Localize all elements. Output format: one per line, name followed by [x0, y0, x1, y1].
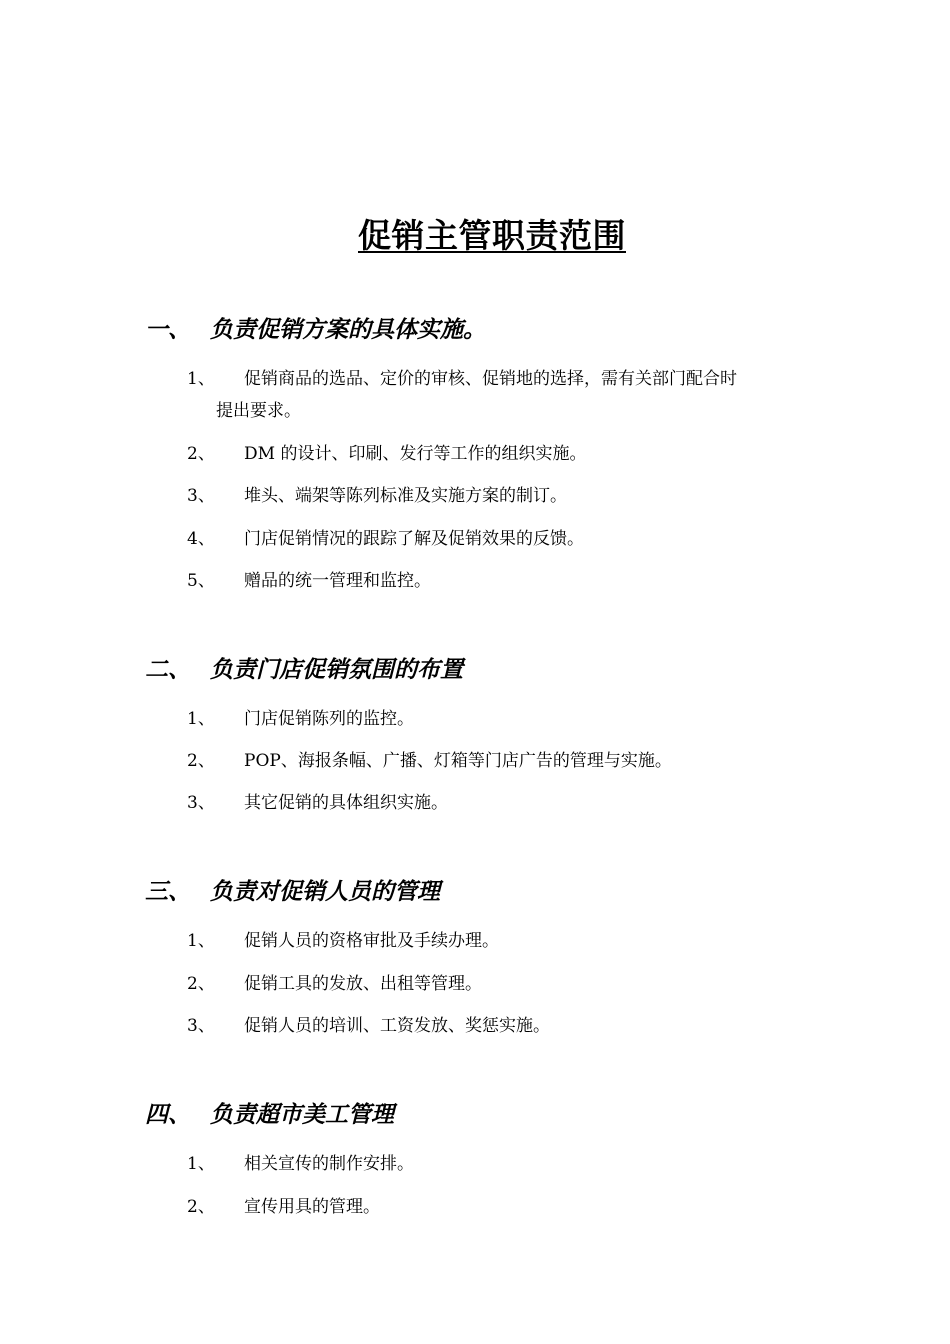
item-number: 3、 — [187, 793, 215, 813]
item-text: 促销人员的培训、工资发放、奖惩实施。 — [244, 1016, 550, 1036]
list-item — [187, 746, 672, 776]
item-number: 1、 — [187, 369, 215, 389]
section-heading-2 — [145, 655, 463, 685]
item-text: 相关宣传的制作安排。 — [244, 1154, 414, 1174]
list-item — [187, 566, 431, 596]
item-number: 5、 — [187, 571, 215, 591]
list-item — [187, 1011, 550, 1041]
document-title-text: 促销主管职责范围 — [358, 216, 626, 255]
section-title: 负责促销方案的具体实施。 — [210, 317, 486, 343]
item-text: 其它促销的具体组织实施。 — [244, 793, 448, 813]
list-item — [187, 1192, 380, 1222]
list-item — [187, 926, 499, 956]
item-number: 2、 — [187, 974, 215, 994]
item-number: 1、 — [187, 1154, 215, 1174]
list-item — [187, 788, 448, 818]
list-item — [187, 439, 586, 469]
section-title: 负责超市美工管理 — [210, 1102, 394, 1128]
item-number: 3、 — [187, 486, 215, 506]
list-item — [187, 1149, 414, 1179]
item-text: 赠品的统一管理和监控。 — [244, 571, 431, 591]
list-item — [187, 364, 737, 421]
item-text: 门店促销陈列的监控。 — [244, 709, 414, 729]
section-number: 四、 — [145, 1102, 191, 1128]
item-number: 4、 — [187, 529, 215, 549]
item-number: 2、 — [187, 444, 215, 464]
section-number: 三、 — [145, 879, 191, 905]
section-title: 负责对促销人员的管理 — [210, 879, 440, 905]
item-text: 宣传用具的管理。 — [244, 1197, 380, 1217]
item-number: 1、 — [187, 931, 215, 951]
document-title — [0, 214, 950, 258]
list-item — [187, 704, 414, 734]
section-number: 二、 — [145, 657, 191, 683]
list-item — [187, 524, 584, 554]
section-title: 负责门店促销氛围的布置 — [210, 657, 463, 683]
item-number: 3、 — [187, 1016, 215, 1036]
item-text: 堆头、端架等陈列标准及实施方案的制订。 — [244, 486, 567, 506]
section-number: 一、 — [145, 317, 191, 343]
item-text: 促销工具的发放、出租等管理。 — [244, 974, 482, 994]
item-text: 促销商品的选品、定价的审核、促销地的选择，需有关部门配合时 — [244, 369, 737, 389]
item-text: POP、海报条幅、广播、灯箱等门店广告的管理与实施。 — [244, 751, 672, 771]
item-text: DM 的设计、印刷、发行等工作的组织实施。 — [244, 444, 587, 464]
item-number: 1、 — [187, 709, 215, 729]
section-heading-1 — [145, 315, 486, 345]
section-heading-4 — [145, 1100, 394, 1130]
item-text-continuation: 提出要求。 — [216, 401, 301, 421]
item-text: 促销人员的资格审批及手续办理。 — [244, 931, 499, 951]
item-text: 门店促销情况的跟踪了解及促销效果的反馈。 — [244, 529, 584, 549]
list-item — [187, 969, 482, 999]
item-number: 2、 — [187, 1197, 215, 1217]
item-number: 2、 — [187, 751, 215, 771]
section-heading-3 — [145, 877, 440, 907]
list-item — [187, 481, 567, 511]
